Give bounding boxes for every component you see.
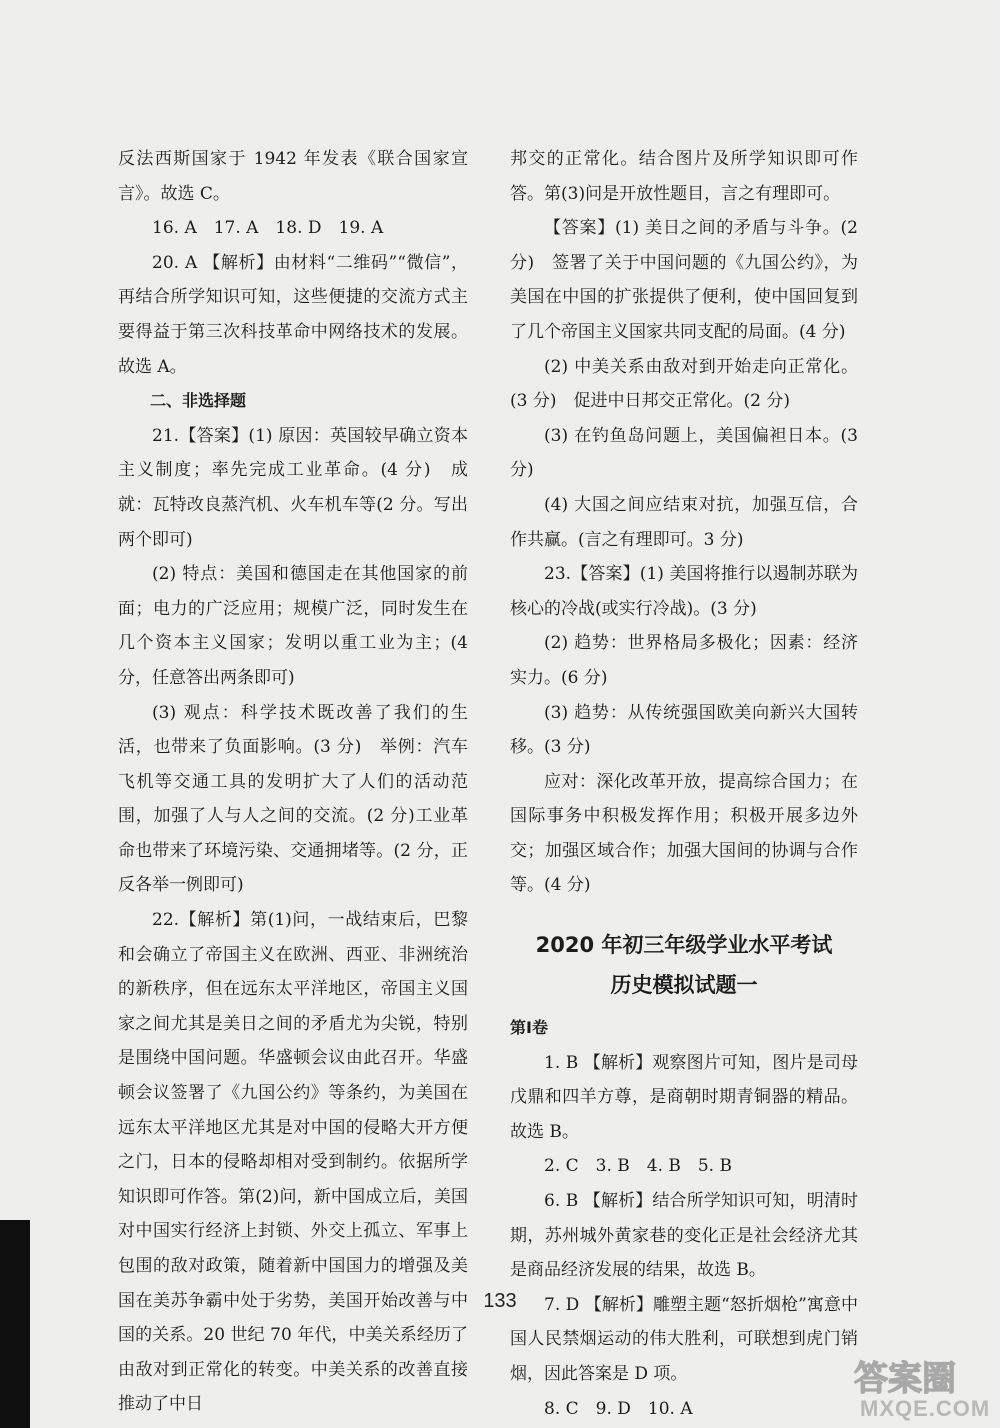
paragraph: 1. B 【解析】观察图片可知，图片是司母戊鼎和四羊方尊，是商朝时期青铜器的精品。故选 B。 xyxy=(510,1052,858,1142)
exam-title-line-1: 2020 年初三年级学业水平考试 xyxy=(535,933,833,958)
paragraph: 21.【答案】(1) 原因：英国较早确立资本主义制度；率先完成工业革命。(4 分) 成就：瓦特改良蒸汽机、火车机车等(2 分。写出两个即可) xyxy=(118,425,468,550)
answer-line: 8. C 9. D 10. A xyxy=(544,1398,693,1419)
paragraph: 6. B 【解析】结合所学知识可知，明清时期，苏州城外黄家巷的变化正是社会经济尤其是商品经济发展的结果，故选 B。 xyxy=(510,1191,858,1281)
paragraph: 22.【解析】第(1)问，一战结束后，巴黎和会确立了帝国主义在欧洲、西亚、非洲统治的新秩序，但在远东太平洋地区，帝国主义国家之间尤其是美日之间的矛盾尤为尖锐，特别是围绕中国问题。华盛顿会议由此召开。华盛顿会议签署了《九国公约》等条约，为美国在远东太平洋地区尤其是对中国的侵略大开方便之门，日本的侵略却相对受到制约。依据所学知识即可作答。第(2)问，新中国成立后，美国对中国实行经济上封锁、外交上孤立、军事上包围的敌对政策，随着新中国国力的增强及美国在美苏争霸中处于劣势，美国开始改善与中国的关系。20 世纪 70 年代，中美关系经历了由敌对到正常化的转变。中美关系的改善直接推动了中日 xyxy=(118,910,468,1415)
paragraph: 23.【答案】(1) 美国将推行以遏制苏联为核心的冷战(或实行冷战)。(3 分) xyxy=(510,564,858,619)
binding-edge xyxy=(0,1220,30,1428)
paragraph: (3) 观点：科学技术既改善了我们的生活，也带来了负面影响。(3 分) 举例：汽车飞机等交通工具的发明扩大了人们的活动范围，加强了人与人之间的交流。(2 分)工业革命也带来了环境污染、交通拥堵等。(2 分，正反各举一例即可) xyxy=(118,702,468,896)
watermark-text: MXQE.COM xyxy=(860,1396,991,1421)
exam-title-line-2: 历史模拟试题一 xyxy=(610,973,758,998)
left-column xyxy=(118,142,468,1422)
page-number: 133 xyxy=(483,1290,517,1312)
svg-text:答案圈: 答案圈 xyxy=(854,1359,956,1399)
volume-heading: 第Ⅰ卷 xyxy=(510,1018,548,1038)
paragraph: 应对：深化改革开放，提高综合国力；在国际事务中积极发挥作用；积极开展多边外交；加强区域合作；加强大国间的协调与合作等。(4 分) xyxy=(510,771,858,896)
paragraph: 反法西斯国家于 1942 年发表《联合国家宣言》。故选 C。 xyxy=(118,149,468,204)
exam-title xyxy=(510,925,858,1005)
paragraph: (4) 大国之间应结束对抗，加强互信，合作共赢。(言之有理即可。3 分) xyxy=(510,494,858,550)
paragraph: 【答案】(1) 美日之间的矛盾与斗争。(2 分) 签署了关于中国问题的《九国公约》，为美国在中国的扩张提供了便利，使中国回复到了几个帝国主义国家共同支配的局面。(4 分) xyxy=(510,218,858,342)
right-column xyxy=(510,142,858,1426)
paragraph: (3) 趋势：从传统强国欧美向新兴大国转移。(3 分) xyxy=(510,702,858,758)
paragraph: 7. D 【解析】雕塑主题“怒折烟枪”寓意中国人民禁烟运动的伟大胜利，可联想到虎门销烟，因此答案是 D 项。 xyxy=(510,1294,858,1384)
paragraph: (2) 特点：美国和德国走在其他国家的前面；电力的广泛应用；规模广泛，同时发生在几个资本主义国家；发明以重工业为主；(4 分，任意答出两条即可) xyxy=(118,564,468,688)
paragraph: (3) 在钓鱼岛问题上，美国偏袒日本。(3 分) xyxy=(510,425,858,481)
paragraph: 邦交的正常化。结合图片及所学知识即可作答。第(3)问是开放性题目，言之有理即可。 xyxy=(510,149,858,204)
paragraph: (2) 趋势：世界格局多极化；因素：经济实力。(6 分) xyxy=(510,633,858,688)
section-heading: 二、非选择题 xyxy=(150,391,247,411)
answer-line: 16. A 17. A 18. D 19. A xyxy=(152,218,384,239)
paragraph: 20. A 【解析】由材料“二维码”“微信”，再结合所学知识可知，这些便捷的交流方式主要得益于第三次科技革命中网络技术的发展。故选 A。 xyxy=(118,252,468,377)
paragraph: (2) 中美关系由敌对到开始走向正常化。(3 分) 促进中日邦交正常化。(2 分) xyxy=(510,356,858,412)
answer-line: 2. C 3. B 4. B 5. B xyxy=(544,1156,732,1177)
